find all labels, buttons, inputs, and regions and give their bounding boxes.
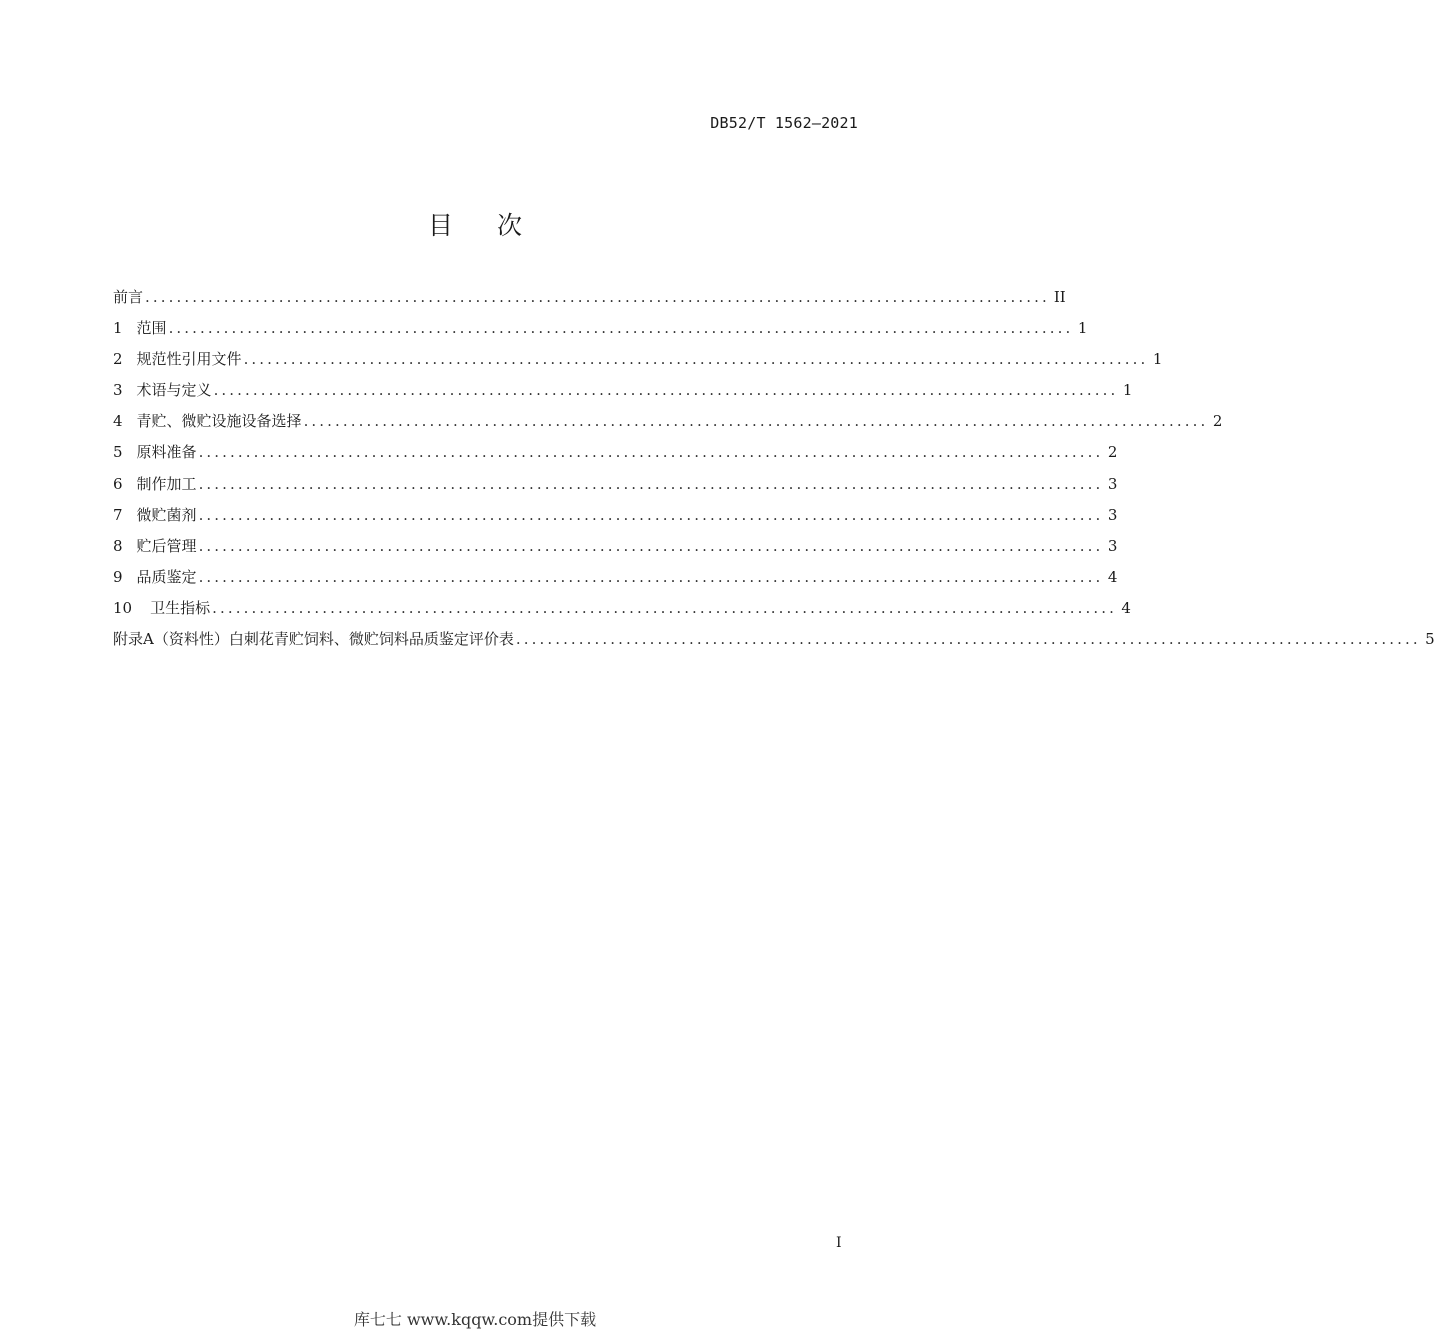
toc-leader-dots: ................................................................................................................... xyxy=(168,319,1074,338)
toc-page-number: II xyxy=(1053,288,1066,306)
toc-page-number: 3 xyxy=(1107,505,1118,524)
toc-entry-text: 规范性引用文件 xyxy=(136,350,242,369)
toc-page-number: 4 xyxy=(1121,598,1131,617)
toc-page-number: 3 xyxy=(1107,474,1118,493)
toc-section-number: 5 xyxy=(113,443,123,462)
toc-section-number: 3 xyxy=(113,381,123,400)
toc-entry-text: 术语与定义 xyxy=(136,381,212,400)
toc-section-number: 7 xyxy=(113,505,123,524)
toc-leader-dots: ................................................................................................................... xyxy=(515,630,1421,649)
toc-page-number: 3 xyxy=(1107,536,1118,555)
toc-section-number: 6 xyxy=(113,474,123,493)
toc-section-number: 4 xyxy=(113,412,123,431)
toc-appendix-label: 附录A（资料性） xyxy=(113,630,229,649)
toc-entry-text: 贮后管理 xyxy=(136,536,197,555)
toc-entry-text: 范围 xyxy=(136,319,167,338)
toc-page-number: 5 xyxy=(1425,630,1435,649)
toc-entry-appendix-a[interactable] xyxy=(113,624,1435,655)
toc-entry-8[interactable] xyxy=(113,531,1118,562)
toc-page-number: 1 xyxy=(1077,319,1088,338)
toc-entry-text: 卫生指标 xyxy=(150,598,211,617)
toc-page-number: 4 xyxy=(1107,567,1118,586)
toc-entry-4[interactable] xyxy=(113,406,1223,437)
toc-entry-text: 原料准备 xyxy=(136,443,197,462)
watermark-text: 库七七 www.kqqw.com提供下载 xyxy=(353,1310,597,1329)
toc-entry-10[interactable] xyxy=(113,593,1131,624)
toc-page-number: 2 xyxy=(1212,412,1223,431)
toc-leader-dots: ................................................................................................................... xyxy=(198,536,1104,555)
toc-entry-text: 前言 xyxy=(113,288,144,306)
toc-page-number: 1 xyxy=(1122,381,1133,400)
toc-entry-text: 微贮菌剂 xyxy=(136,505,197,524)
toc-entry-text: 制作加工 xyxy=(136,474,197,493)
toc-page-number: 2 xyxy=(1107,443,1118,462)
toc-entry-foreword[interactable] xyxy=(113,282,1066,313)
toc-leader-dots: ................................................................................................................... xyxy=(198,567,1104,586)
page-title: 目次 xyxy=(427,211,566,240)
toc-leader-dots: ................................................................................................................... xyxy=(198,505,1104,524)
table-of-contents xyxy=(113,282,1435,655)
toc-leader-dots: ................................................................................................................... xyxy=(145,288,1050,306)
toc-leader-dots: ................................................................................................................... xyxy=(198,474,1104,493)
toc-entry-5[interactable] xyxy=(113,437,1118,468)
toc-entry-9[interactable] xyxy=(113,562,1118,593)
toc-section-number: 8 xyxy=(113,536,123,555)
toc-leader-dots: ................................................................................................................... xyxy=(243,350,1149,369)
toc-section-number: 10 xyxy=(113,598,133,617)
toc-entry-2[interactable] xyxy=(113,344,1163,375)
toc-entry-text: 青贮、微贮设施设备选择 xyxy=(136,412,302,431)
page-number: I xyxy=(836,1235,842,1251)
toc-leader-dots: ................................................................................................................... xyxy=(212,598,1117,617)
toc-entry-3[interactable] xyxy=(113,375,1133,406)
toc-entry-1[interactable] xyxy=(113,313,1088,344)
toc-section-number: 9 xyxy=(113,567,123,586)
toc-leader-dots: ................................................................................................................... xyxy=(213,381,1119,400)
toc-appendix-title: 白刺花青贮饲料、微贮饲料品质鉴定评价表 xyxy=(228,630,514,649)
toc-leader-dots: ................................................................................................................... xyxy=(303,412,1209,431)
toc-leader-dots: ................................................................................................................... xyxy=(198,443,1104,462)
toc-entry-text: 品质鉴定 xyxy=(136,567,197,586)
toc-entry-7[interactable] xyxy=(113,500,1118,531)
toc-entry-6[interactable] xyxy=(113,469,1118,500)
toc-section-number: 1 xyxy=(113,319,123,338)
document-code: DB52/T 1562—2021 xyxy=(710,114,858,132)
toc-page-number: 1 xyxy=(1152,350,1163,369)
toc-section-number: 2 xyxy=(113,350,123,369)
